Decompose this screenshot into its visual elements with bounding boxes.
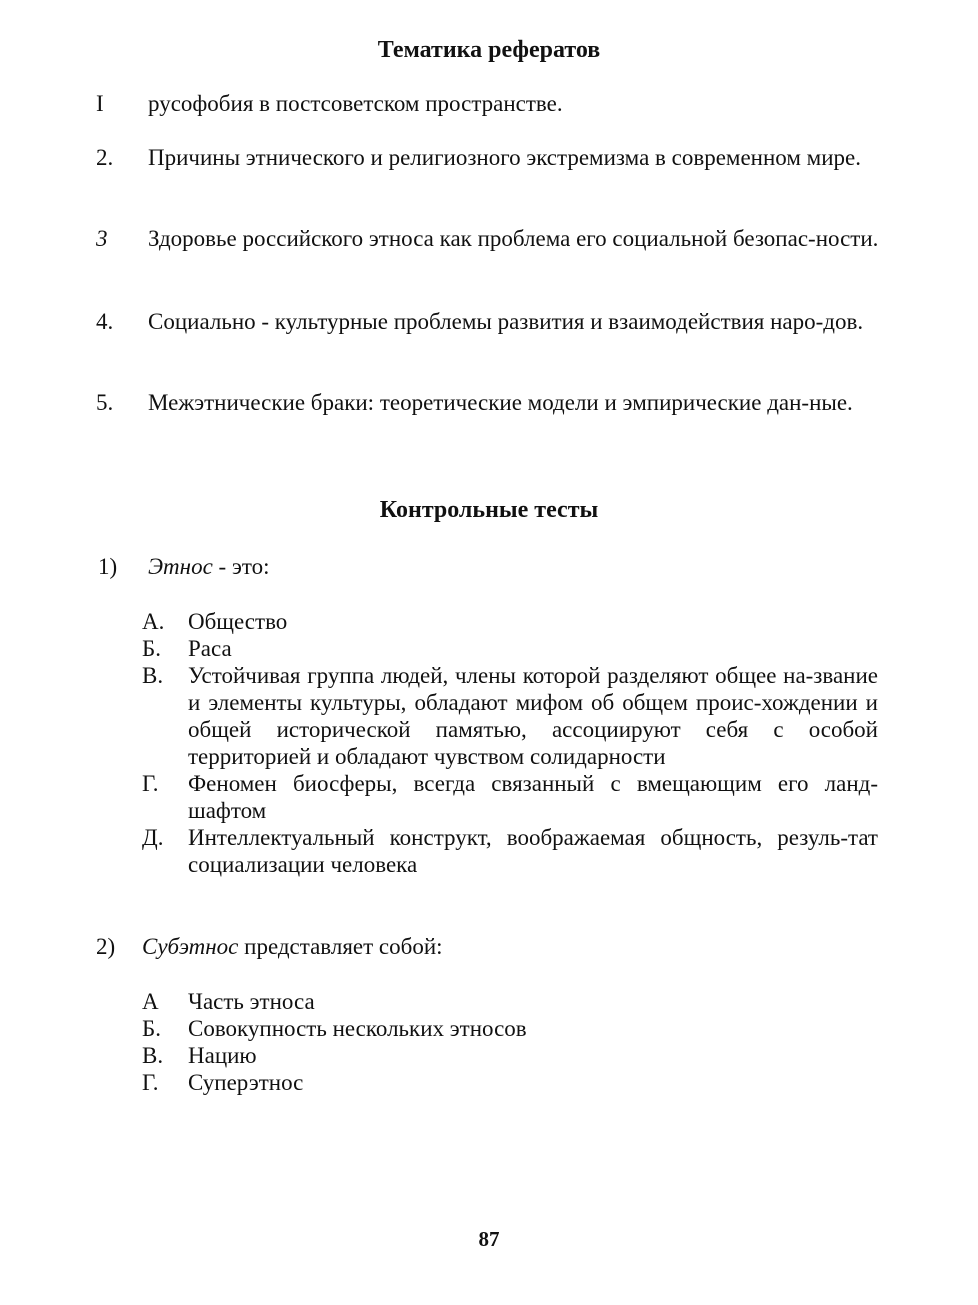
topic-text: Причины этнического и религиозного экстремизма в современном мире. <box>148 145 861 170</box>
question-rest: представляет собой: <box>238 934 443 959</box>
answer-option <box>142 635 878 662</box>
answer-options-1 <box>142 608 878 878</box>
option-letter: Б. <box>142 636 161 661</box>
option-letter: Д. <box>142 825 164 850</box>
option-text: Раса <box>188 636 232 661</box>
question-number: 1) <box>98 554 118 579</box>
section-title-topics: Тематика рефератов <box>377 37 601 63</box>
option-text: Совокупность нескольких этносов <box>188 1016 527 1041</box>
topic-text: Социально - культурные проблемы развития и взаимодействия наро-дов. <box>148 309 864 334</box>
answer-option <box>142 1042 742 1069</box>
topic-item <box>96 144 884 172</box>
topic-item <box>96 90 884 118</box>
answer-option <box>142 824 878 878</box>
option-letter: В. <box>142 1043 164 1068</box>
option-text: Интеллектуальный конструкт, воображаемая общность, резуль-тат социализации человека <box>188 825 878 877</box>
question-term: Этнос <box>148 554 213 579</box>
answer-option <box>142 770 878 824</box>
option-text: Суперэтнос <box>188 1070 304 1095</box>
topic-text: русофобия в постсоветском пространстве. <box>148 91 563 116</box>
topic-text: Межэтнические браки: теоретические модели и эмпирические дан-ные. <box>148 390 853 415</box>
topic-item <box>96 225 884 253</box>
answer-option <box>142 608 878 635</box>
option-letter: А. <box>142 609 165 634</box>
answer-options-2 <box>142 988 742 1096</box>
question-text <box>148 553 269 581</box>
option-text: Общество <box>188 609 288 634</box>
question-number: 2) <box>96 934 116 959</box>
option-letter: В. <box>142 663 164 688</box>
page-number: 87 <box>478 1227 500 1251</box>
question-term: Субэтнос <box>142 934 239 959</box>
option-letter: Г. <box>142 1070 159 1095</box>
topic-number: 3 <box>96 226 108 251</box>
question-text <box>142 933 443 961</box>
option-letter: Г. <box>142 771 159 796</box>
topic-number: I <box>96 91 104 116</box>
question-rest: - это: <box>212 554 270 579</box>
topic-item <box>96 389 884 417</box>
option-letter: А <box>142 989 159 1014</box>
option-text: Устойчивая группа людей, члены которой разделяют общее на-звание и элементы культуры, обладают мифом об общем проис-хождении и общей исторической памятью, ассоциируют себя с особой территорией и обладают чувством солидарности <box>188 663 878 769</box>
answer-option <box>142 988 742 1015</box>
topic-text: Здоровье российского этноса как проблема его социальной безопас-ности. <box>148 226 879 251</box>
topic-number: 4. <box>96 309 114 334</box>
section-title-tests: Контрольные тесты <box>379 497 599 523</box>
answer-option <box>142 662 878 770</box>
topic-number: 5. <box>96 390 114 415</box>
answer-option <box>142 1069 742 1096</box>
option-text: Часть этноса <box>188 989 315 1014</box>
option-letter: Б. <box>142 1016 161 1041</box>
topic-number: 2. <box>96 145 114 170</box>
option-text: Нацию <box>188 1043 257 1068</box>
answer-option <box>142 1015 742 1042</box>
topic-item <box>96 308 884 336</box>
option-text: Феномен биосферы, всегда связанный с вмещающим его ланд-шафтом <box>188 771 878 823</box>
